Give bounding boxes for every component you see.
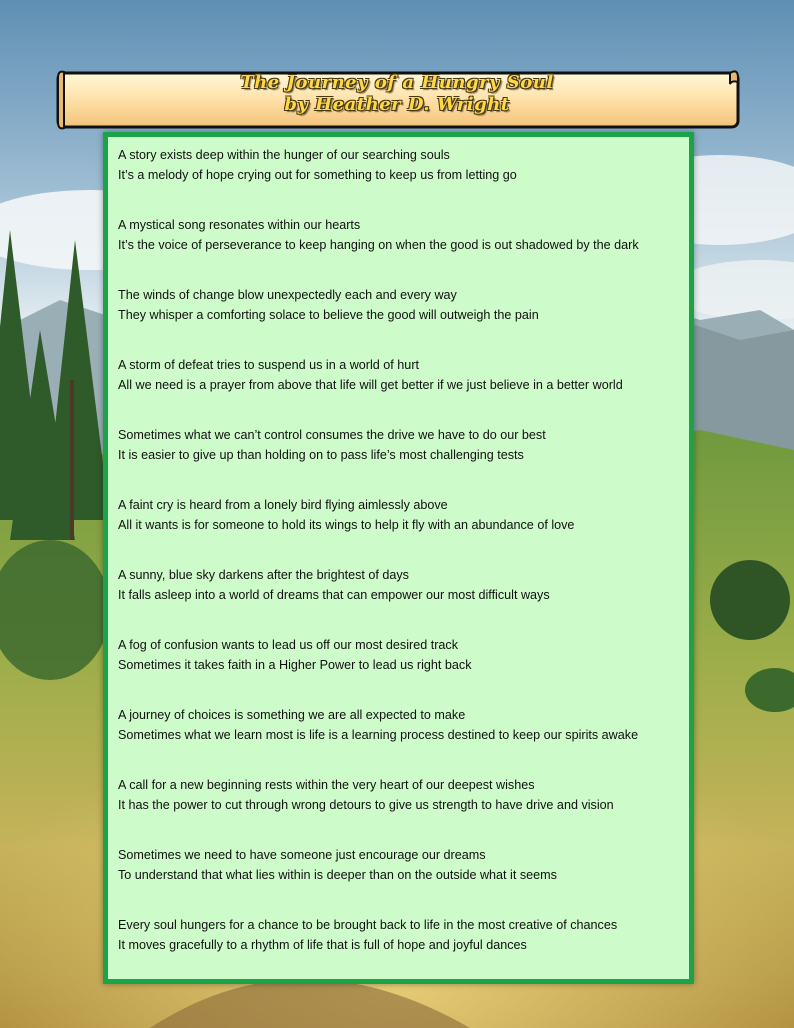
poem-line: A sunny, blue sky darkens after the brightest of days	[118, 568, 409, 582]
poem-line: It is easier to give up than holding on to pass life’s most challenging tests	[118, 448, 524, 462]
poem-line: It’s a melody of hope crying out for something to keep us from letting go	[118, 168, 517, 182]
poem-line: All we need is a prayer from above that life will get better if we just believe in a better world	[118, 378, 623, 392]
banner-text	[54, 72, 740, 116]
poem-line: Sometimes it takes faith in a Higher Power to lead us right back	[118, 658, 472, 672]
stanza	[118, 775, 681, 815]
stanza	[118, 215, 681, 255]
poem-line: A faint cry is heard from a lonely bird flying aimlessly above	[118, 498, 448, 512]
poem-line: A mystical song resonates within our hearts	[118, 218, 361, 232]
stanza	[118, 425, 681, 465]
poem-line: A story exists deep within the hunger of our searching souls	[118, 148, 450, 162]
poem-line: All it wants is for someone to hold its wings to help it fly with an abundance of love	[118, 518, 575, 532]
poem-byline: by Heather D. Wright	[284, 94, 510, 115]
stanza	[118, 285, 681, 325]
poem-line: Sometimes what we learn most is life is a learning process destined to keep our spirits awake	[118, 728, 639, 742]
poem-line: The winds of change blow unexpectedly each and every way	[118, 288, 457, 302]
poem-line: A storm of defeat tries to suspend us in a world of hurt	[118, 358, 420, 372]
poem-line: Every soul hungers for a chance to be brought back to life in the most creative of chances	[118, 918, 618, 932]
poem-line: It has the power to cut through wrong detours to give us strength to have drive and vision	[118, 798, 614, 812]
poem-line: It falls asleep into a world of dreams that can empower our most difficult ways	[118, 588, 550, 602]
stanza	[118, 705, 681, 745]
poem-line: They whisper a comforting solace to believe the good will outweigh the pain	[118, 308, 539, 322]
poem-panel	[103, 132, 694, 984]
poem-line: A call for a new beginning rests within the very heart of our deepest wishes	[118, 778, 535, 792]
stanza	[118, 915, 681, 955]
poem-line: It moves gracefully to a rhythm of life that is full of hope and joyful dances	[118, 938, 527, 952]
poem-line: It’s the voice of perseverance to keep hanging on when the good is out shadowed by the dark	[118, 238, 639, 252]
poem-line: Sometimes what we can’t control consumes the drive we have to do our best	[118, 428, 546, 442]
poem-line: A fog of confusion wants to lead us off our most desired track	[118, 638, 458, 652]
stanza	[118, 565, 681, 605]
poem-title: The Journey of a Hungry Soul	[240, 72, 554, 93]
poem-body	[118, 145, 681, 985]
poem-line: A journey of choices is something we are all expected to make	[118, 708, 466, 722]
stanza	[118, 635, 681, 675]
title-banner	[54, 70, 740, 130]
poem-line: Sometimes we need to have someone just encourage our dreams	[118, 848, 486, 862]
stanza	[118, 355, 681, 395]
stanza	[118, 145, 681, 185]
poem-line: To understand that what lies within is deeper than on the outside what it seems	[118, 868, 557, 882]
stanza	[118, 495, 681, 535]
stanza	[118, 845, 681, 885]
